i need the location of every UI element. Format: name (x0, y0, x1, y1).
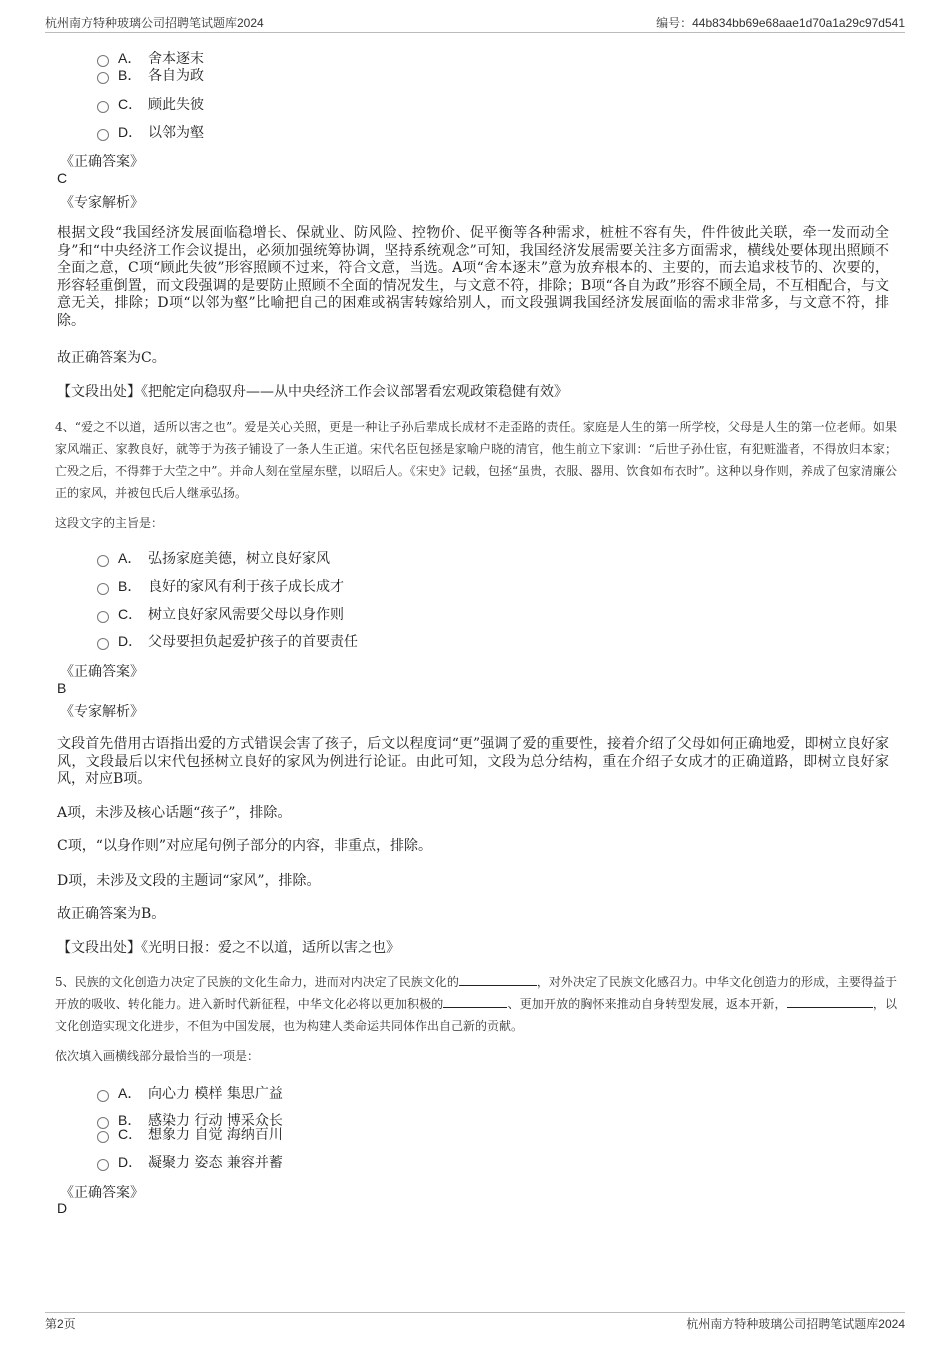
q5-answer: D (57, 1200, 68, 1216)
q4-note-c: C项，“以身作则”对应尾句例子部分的内容，非重点，排除。 (57, 838, 433, 854)
radio-icon[interactable] (97, 72, 109, 84)
q5-option-d[interactable]: D． 凝聚力 姿态 兼容并蓄 (97, 1152, 283, 1174)
q5-prompt: 依次填入画横线部分最恰当的一项是： (55, 1049, 260, 1063)
q3-analysis-label: 《专家解析》 (60, 195, 144, 211)
radio-icon[interactable] (97, 101, 109, 113)
page-footer (45, 1312, 905, 1333)
q4-analysis-label: 《专家解析》 (60, 704, 144, 720)
footer-title: 杭州南方特种玻璃公司招聘笔试题库2024 (686, 1317, 905, 1331)
q4-source: 【文段出处】《光明日报：爱之不以道，适所以害之也》 (57, 940, 400, 956)
q5-option-c[interactable]: C． 想象力 自觉 海纳百川 (97, 1124, 283, 1146)
q3-option-a[interactable]: A． 舍本逐末 (97, 48, 204, 70)
q3-conclusion: 故正确答案为C。 (57, 350, 166, 366)
fill-blank-2[interactable] (443, 995, 507, 1008)
radio-icon[interactable] (97, 555, 109, 567)
q4-option-a[interactable]: A． 弘扬家庭美德，树立良好家风 (97, 548, 330, 570)
page-header (45, 14, 905, 33)
page-number: 第2页 (45, 1317, 76, 1331)
q4-option-b[interactable]: B． 良好的家风有利于孩子成长成才 (97, 576, 344, 598)
q4-note-d: D项，未涉及文段的主题词“家风”，排除。 (57, 873, 321, 889)
radio-icon[interactable] (97, 129, 109, 141)
q5-stem: 5、民族的文化创造力决定了民族的文化生命力，进而对内决定了民族文化的 ，对外决定了民族文化感召力。中华文化创造力的形成，主要得益于开放的吸收、转化能力。进入新时代新征程，中华文化必将以更加积极的 、更加开放的胸怀来推动自身转型发展，返本开新， ，以文化创造实现文化进步，不但为中国发展，也为构建人类命运共同体作出自己新的贡献。 (55, 975, 897, 1033)
q3-option-b[interactable]: B． 各自为政 (97, 65, 204, 87)
radio-icon[interactable] (97, 1090, 109, 1102)
fill-blank-1[interactable] (459, 973, 537, 986)
header-title: 杭州南方特种玻璃公司招聘笔试题库2024 (45, 16, 264, 30)
q5-answer-label: 《正确答案》 (60, 1185, 144, 1201)
radio-icon[interactable] (97, 583, 109, 595)
radio-icon[interactable] (97, 1159, 109, 1171)
q3-source: 【文段出处】《把舵定向稳驭舟——从中央经济工作会议部署看宏观政策稳健有效》 (57, 384, 568, 400)
q3-answer-label: 《正确答案》 (60, 154, 144, 170)
q5-option-a[interactable]: A． 向心力 模样 集思广益 (97, 1083, 283, 1105)
q4-answer-label: 《正确答案》 (60, 664, 144, 680)
q4-option-c[interactable]: C． 树立良好家风需要父母以身作则 (97, 604, 344, 626)
radio-icon[interactable] (97, 638, 109, 650)
fill-blank-3[interactable] (787, 995, 873, 1008)
q3-option-d[interactable]: D． 以邻为壑 (97, 122, 204, 144)
q4-stem: 4、“爱之不以道，适所以害之也”。爱是关心关照，更是一种让子孙后辈成长成材不走歪路的责任。家庭是人生的第一所学校，父母是人生的第一位老师。如果家风端正、家教良好，就等于为孩子铺设了一条人生正道。宋代名臣包拯是家喻户晓的清官，他生前立下家训：“后世子孙仕宦，有犯赃滥者，不得放归本家；亡殁之后，不得葬于大茔之中”。并命人刻在堂屋东壁，以昭后人。《宋史》记载，包拯“虽贵，衣服、器用、饮食如布衣时”。这种以身作则，养成了包家清廉公正的家风，并被包氏后人继承弘扬。 (55, 420, 897, 500)
q4-conclusion: 故正确答案为B。 (57, 906, 166, 922)
q4-analysis: 文段首先借用古语指出爱的方式错误会害了孩子，后文以程度词“更”强调了爱的重要性，接着介绍了父母如何正确地爱，即树立良好家风，文段最后以宋代包拯树立良好的家风为例进行论证。由此可知，文段为总分结构，重在介绍子女成才的正确道路，即树立良好家风，对应B项。 (57, 736, 889, 787)
q3-analysis: 根据文段“我国经济发展面临稳增长、保就业、防风险、控物价、促平衡等各种需求，桩桩不容有失，件件彼此关联，牵一发而动全身”和“中央经济工作会议提出，必须加强统筹协调，坚持系统观念”可知，我国经济发展需要关注多方面需求，横线处要体现出照顾不全面之意，C项“顾此失彼”形容照顾不过来，符合文意，当选。A项“舍本逐末”意为放弃根本的、主要的，而去追求枝节的、次要的，形容轻重倒置，而文段强调的是要防止照顾不全面的情况发生，与文意不符，排除；B项“各自为政”形容不顾全局，不互相配合，与文意无关，排除；D项“以邻为壑”比喻把自己的困难或祸害转嫁给别人，而文段强调我国经济发展面临的需求非常多，与文意不符，排除。 (57, 225, 889, 329)
q3-answer: C (57, 170, 68, 186)
radio-icon[interactable] (97, 1131, 109, 1143)
radio-icon[interactable] (97, 611, 109, 623)
q5-option-b[interactable]: B． 感染力 行动 博采众长 (97, 1110, 283, 1132)
header-serial: 编号：44b834bb69e68aae1d70a1a29c97d541 (656, 16, 905, 30)
q4-option-d[interactable]: D． 父母要担负起爱护孩子的首要责任 (97, 631, 358, 653)
q3-option-c[interactable]: C． 顾此失彼 (97, 94, 204, 116)
q4-note-a: A项，未涉及核心话题“孩子”，排除。 (57, 805, 292, 821)
q4-answer: B (57, 680, 67, 696)
q4-prompt: 这段文字的主旨是： (55, 516, 164, 530)
